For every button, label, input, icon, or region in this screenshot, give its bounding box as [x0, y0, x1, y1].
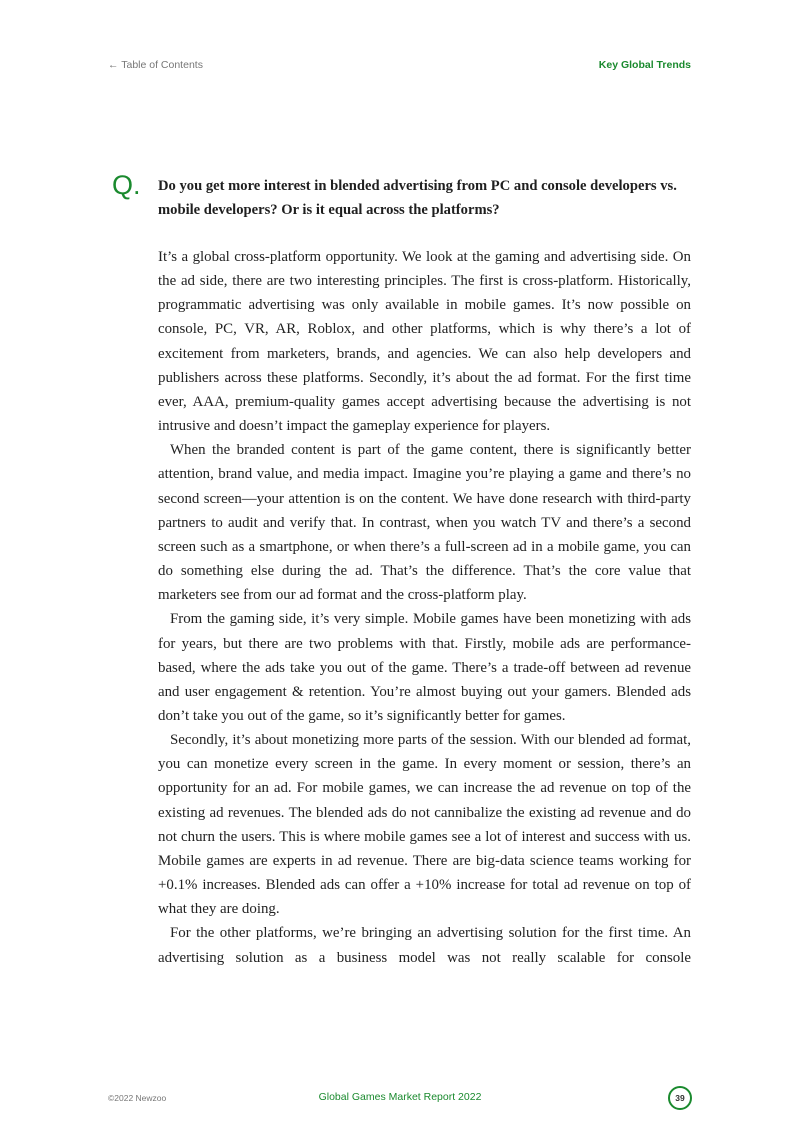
- table-of-contents-link[interactable]: ← Table of Contents: [108, 59, 203, 71]
- answer-paragraph: Secondly, it’s about monetizing more parts of the session. With our blended ad format, you can monetize every screen in the game. In every moment or session, there’s an opportunity for an ad. For mobile games, we can increase the ad revenue on top of the existing ad revenues. The blended ads do not cannibalize the existing ad revenue and do not churn the users. This is where mobile games see a lot of interest and success with us. Mobile games are experts in ad revenue. There are big-data science teams working for +0.1% increases. Blended ads can offer a +10% increase for total ad revenue on top of what they are doing.: [158, 732, 691, 918]
- interview-question: Do you get more interest in blended advertising from PC and console developers vs. mobile developers? Or is it equal across the platforms?: [158, 178, 677, 218]
- answer-paragraph: When the branded content is part of the game content, there is significantly better attention, brand value, and media impact. Imagine you’re playing a game and there’s no second screen—your attention is on the content. We have done research with third-party partners to audit and verify that. In contrast, when you watch TV and there’s a second screen such as a smartphone, or when there’s a full-screen ad in a mobile game, you can do something else during the ad. That’s the difference. That’s the core value that marketers see from our ad format and the cross-platform play.: [158, 442, 691, 604]
- answer-paragraph: It’s a global cross-platform opportunity. We look at the gaming and advertising side. On the ad side, there are two interesting principles. The first is cross-platform. Historically, programmatic advertising was only available in mobile games. It’s now possible on console, PC, VR, AR, Roblox, and other platforms, which is why there’s a lot of excitement from marketers, brands, and agencies. We can also help developers and publishers across these platforms. Secondly, it’s about the ad format. For the first time ever, AAA, premium-quality games accept advertising because the advertising is not intrusive and doesn’t impact the gameplay experience for players.: [158, 249, 691, 435]
- report-title: Global Games Market Report 2022: [318, 1091, 482, 1103]
- answer-paragraph: From the gaming side, it’s very simple. Mobile games have been monetizing with ads for years, but there are two problems with that. Firstly, mobile ads are performance-based, where the ads take you out of the game. There’s a trade-off between ad revenue and user engagement & retention. You’re almost buying out your gamers. Blended ads don’t take you out of the game, so it’s significantly better for games.: [158, 611, 691, 724]
- copyright: ©2022 Newzoo: [108, 1093, 167, 1103]
- page-number-badge: [668, 1086, 692, 1110]
- question-marker: Q.: [112, 170, 141, 200]
- answer-paragraph: For the other platforms, we’re bringing an advertising solution for the first time. An advertising solution as a business model was not really scalable for console: [158, 925, 691, 966]
- interview-answer: [158, 245, 691, 970]
- section-title-link[interactable]: Key Global Trends: [598, 59, 691, 71]
- page-number: 39: [675, 1093, 685, 1103]
